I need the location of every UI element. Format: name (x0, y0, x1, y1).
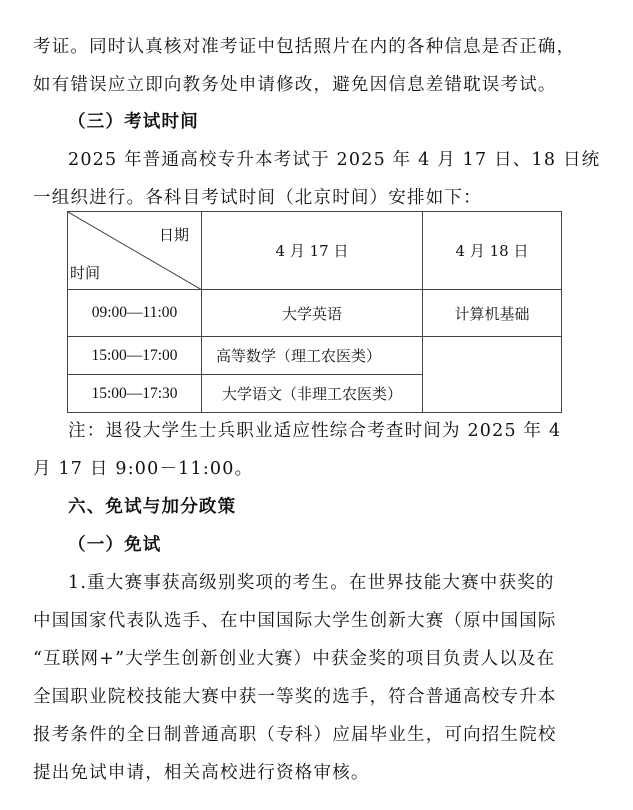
header-day2: 4 月 18 日 (423, 212, 562, 290)
paragraph-line: 一组织进行。各科目考试时间（北京时间）安排如下： (33, 188, 482, 208)
paragraph-line: 2025 年普通高校专升本考试于 2025 年 4 月 17 日、18 日统 (68, 150, 601, 170)
exam-schedule-table (67, 211, 562, 413)
paragraph-line: 提出免试申请，相关高校进行资格审核。 (33, 763, 370, 783)
paragraph-line: 全国职业院校技能大赛中获一等奖的选手，符合普通高校专升本 (33, 687, 557, 707)
paragraph-line: “互联网+”大学生创新创业大赛）中获金奖的项目负责人以及在 (33, 649, 556, 669)
subject-cell: 高等数学（理工农医类） (202, 337, 423, 375)
table-row (68, 337, 562, 375)
paragraph-line: 考证。同时认真核对准考证中包括照片在内的各种信息是否正确， (33, 37, 576, 57)
diagonal-header-cell (68, 212, 202, 290)
header-date-label: 日期 (158, 226, 189, 244)
header-time-label: 时间 (70, 264, 101, 282)
section-heading-exempt: （一）免试 (68, 535, 162, 555)
paragraph-line: 如有错误应立即向教务处申请修改，避免因信息差错耽误考试。 (33, 75, 557, 95)
table-header-row (68, 212, 562, 290)
subject-cell: 大学英语 (202, 290, 423, 337)
section-heading-exam-time: （三）考试时间 (68, 112, 199, 132)
paragraph-line: 1.重大赛事获高级别奖项的考生。在世界技能大赛中获奖的 (68, 573, 555, 593)
subject-cell-empty (423, 337, 562, 413)
note-line: 月 17 日 9:00－11:00。 (33, 459, 254, 479)
header-day1: 4 月 17 日 (202, 212, 423, 290)
note-line: 注：退役大学生士兵职业适应性综合考查时间为 2025 年 4 (68, 421, 562, 441)
paragraph-line: 中国国家代表队选手、在中国国际大学生创新大赛（原中国国际 (33, 611, 557, 631)
table-row (68, 290, 562, 337)
time-cell: 15:00—17:30 (68, 375, 202, 413)
section-heading-six: 六、免试与加分政策 (68, 497, 237, 517)
paragraph-line: 报考条件的全日制普通高职（专科）应届毕业生，可向招生院校 (33, 725, 557, 745)
time-cell: 09:00—11:00 (68, 290, 202, 337)
time-cell: 15:00—17:00 (68, 337, 202, 375)
subject-cell: 大学语文（非理工农医类） (202, 375, 423, 413)
subject-cell: 计算机基础 (423, 290, 562, 337)
